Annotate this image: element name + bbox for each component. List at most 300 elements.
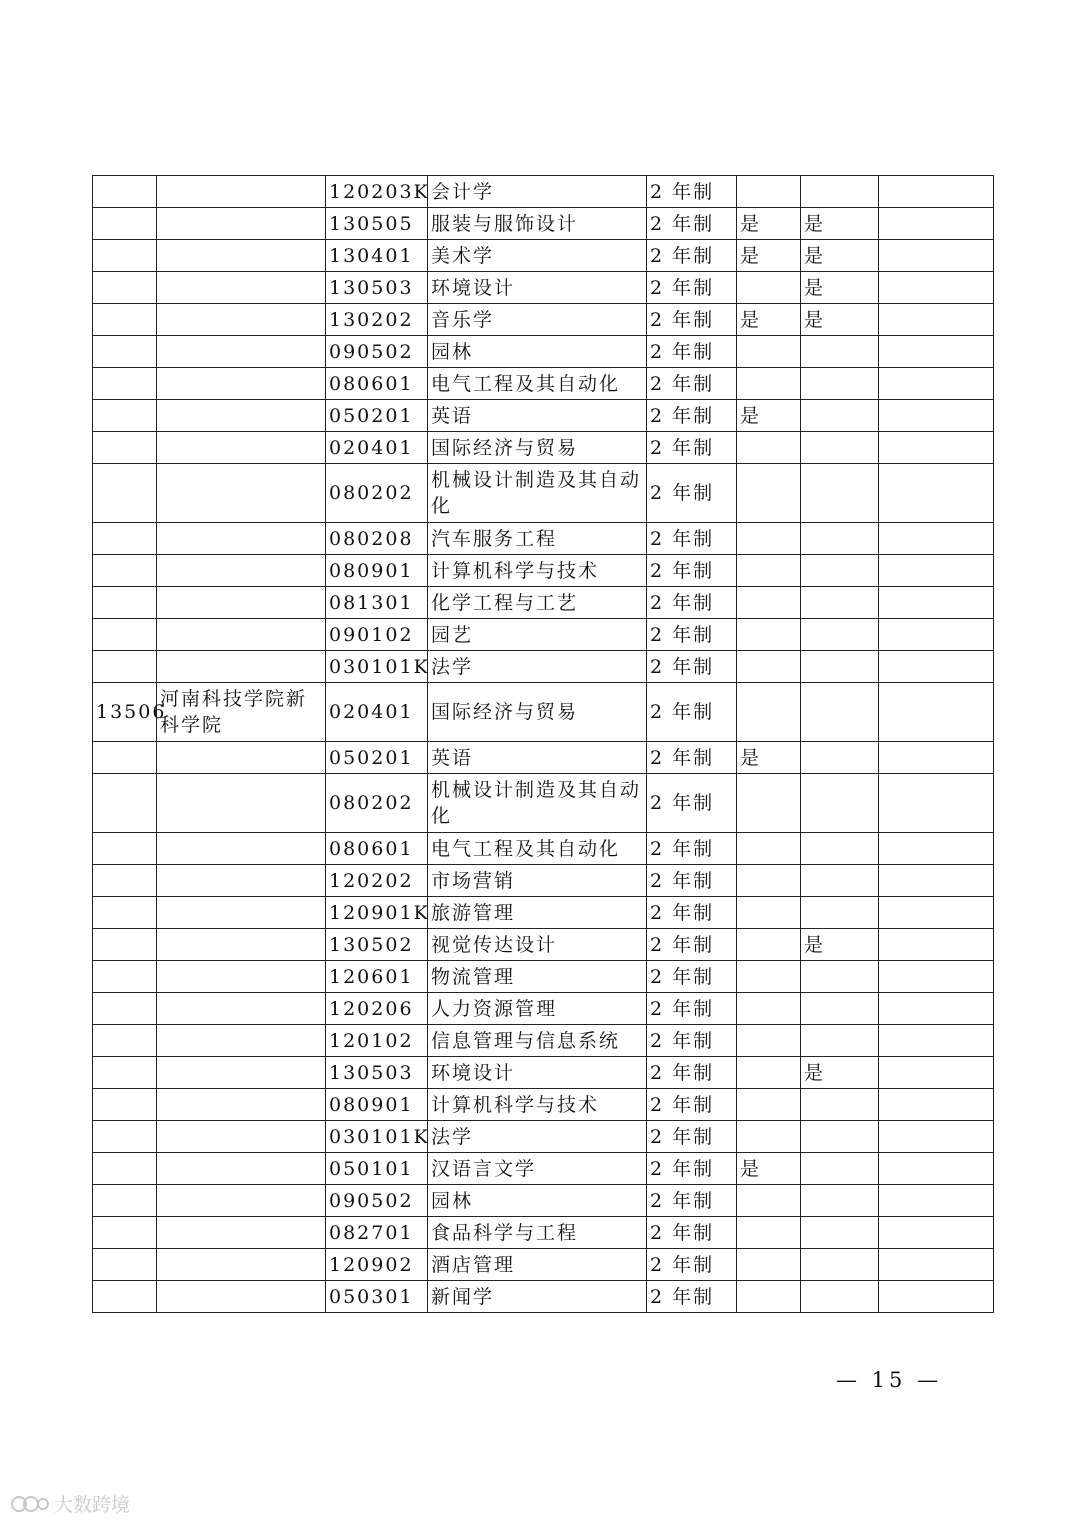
major-code-cell: 120102 [326, 1025, 428, 1057]
major-name-cell: 环境设计 [428, 272, 647, 304]
major-name-cell: 园林 [428, 336, 647, 368]
table-row [93, 1217, 994, 1249]
flag-2-cell [801, 464, 879, 523]
school-name-cell [157, 1121, 326, 1153]
flag-2-cell [801, 1281, 879, 1313]
empty-cell [879, 961, 994, 993]
duration-cell: 2 年制 [647, 555, 737, 587]
major-name-cell: 视觉传达设计 [428, 929, 647, 961]
major-code-cell: 030101K [326, 1121, 428, 1153]
empty-cell [879, 993, 994, 1025]
major-code-cell: 080901 [326, 1089, 428, 1121]
flag-2-cell [801, 993, 879, 1025]
flag-2-cell [801, 683, 879, 742]
flag-2-cell [801, 1153, 879, 1185]
flag-2-cell [801, 833, 879, 865]
major-code-cell: 081301 [326, 587, 428, 619]
empty-cell [879, 619, 994, 651]
table-row [93, 523, 994, 555]
school-code-cell [93, 1089, 157, 1121]
school-name-cell [157, 523, 326, 555]
table-row [93, 208, 994, 240]
flag-2-cell [801, 774, 879, 833]
duration-cell: 2 年制 [647, 432, 737, 464]
school-code-cell [93, 587, 157, 619]
flag-2-cell: 是 [801, 1057, 879, 1089]
table-row [93, 368, 994, 400]
major-name-cell: 汉语言文学 [428, 1153, 647, 1185]
table-row [93, 1281, 994, 1313]
flag-2-cell [801, 619, 879, 651]
duration-cell: 2 年制 [647, 897, 737, 929]
table-row [93, 1249, 994, 1281]
major-code-cell: 120901K [326, 897, 428, 929]
major-code-cell: 090102 [326, 619, 428, 651]
flag-1-cell [737, 897, 801, 929]
school-name-cell [157, 742, 326, 774]
school-name-cell [157, 208, 326, 240]
school-name-cell [157, 1089, 326, 1121]
major-code-cell: 050201 [326, 400, 428, 432]
table-row [93, 1185, 994, 1217]
school-code-cell [93, 865, 157, 897]
school-name-cell [157, 1057, 326, 1089]
school-name-cell [157, 897, 326, 929]
duration-cell: 2 年制 [647, 1281, 737, 1313]
duration-cell: 2 年制 [647, 651, 737, 683]
major-name-cell: 音乐学 [428, 304, 647, 336]
duration-cell: 2 年制 [647, 1185, 737, 1217]
empty-cell [879, 897, 994, 929]
empty-cell [879, 774, 994, 833]
flag-1-cell [737, 555, 801, 587]
school-name-cell [157, 929, 326, 961]
school-name-cell [157, 432, 326, 464]
flag-2-cell [801, 865, 879, 897]
major-name-cell: 机械设计制造及其自动化 [428, 774, 647, 833]
school-name-cell [157, 1153, 326, 1185]
table-row [93, 865, 994, 897]
school-code-cell [93, 176, 157, 208]
major-name-cell: 物流管理 [428, 961, 647, 993]
duration-cell: 2 年制 [647, 587, 737, 619]
duration-cell: 2 年制 [647, 1057, 737, 1089]
duration-cell: 2 年制 [647, 1121, 737, 1153]
school-name-cell [157, 1025, 326, 1057]
flag-1-cell [737, 619, 801, 651]
duration-cell: 2 年制 [647, 464, 737, 523]
empty-cell [879, 1089, 994, 1121]
school-name-cell [157, 961, 326, 993]
flag-1-cell [737, 464, 801, 523]
school-code-cell [93, 208, 157, 240]
duration-cell: 2 年制 [647, 961, 737, 993]
major-name-cell: 化学工程与工艺 [428, 587, 647, 619]
flag-2-cell [801, 368, 879, 400]
flag-2-cell: 是 [801, 272, 879, 304]
major-name-cell: 国际经济与贸易 [428, 683, 647, 742]
table-row [93, 432, 994, 464]
flag-2-cell [801, 1217, 879, 1249]
school-code-cell [93, 336, 157, 368]
school-code-cell [93, 240, 157, 272]
duration-cell: 2 年制 [647, 1025, 737, 1057]
major-code-cell: 120902 [326, 1249, 428, 1281]
table-row [93, 993, 994, 1025]
school-name-cell [157, 555, 326, 587]
flag-2-cell [801, 897, 879, 929]
flag-1-cell [737, 176, 801, 208]
table-row [93, 1025, 994, 1057]
empty-cell [879, 1281, 994, 1313]
flag-1-cell: 是 [737, 304, 801, 336]
flag-2-cell: 是 [801, 929, 879, 961]
major-code-cell: 020401 [326, 432, 428, 464]
flag-1-cell [737, 1025, 801, 1057]
flag-2-cell [801, 961, 879, 993]
empty-cell [879, 523, 994, 555]
duration-cell: 2 年制 [647, 240, 737, 272]
major-code-cell: 120206 [326, 993, 428, 1025]
table-row [93, 555, 994, 587]
school-code-cell: 13506 [93, 683, 157, 742]
flag-2-cell [801, 555, 879, 587]
flag-2-cell [801, 336, 879, 368]
duration-cell: 2 年制 [647, 1153, 737, 1185]
school-code-cell [93, 1153, 157, 1185]
duration-cell: 2 年制 [647, 368, 737, 400]
major-name-cell: 酒店管理 [428, 1249, 647, 1281]
flag-1-cell [737, 1281, 801, 1313]
empty-cell [879, 1121, 994, 1153]
school-code-cell [93, 833, 157, 865]
empty-cell [879, 1025, 994, 1057]
table-row [93, 400, 994, 432]
empty-cell [879, 742, 994, 774]
major-code-cell: 082701 [326, 1217, 428, 1249]
flag-1-cell [737, 993, 801, 1025]
major-name-cell: 人力资源管理 [428, 993, 647, 1025]
watermark-text: 大数跨境 [54, 1494, 131, 1516]
major-name-cell: 市场营销 [428, 865, 647, 897]
school-code-cell [93, 1281, 157, 1313]
flag-1-cell [737, 651, 801, 683]
flag-1-cell [737, 368, 801, 400]
flag-2-cell [801, 176, 879, 208]
duration-cell: 2 年制 [647, 619, 737, 651]
school-name-cell [157, 993, 326, 1025]
major-name-cell: 电气工程及其自动化 [428, 368, 647, 400]
school-name-cell [157, 400, 326, 432]
flag-1-cell: 是 [737, 1153, 801, 1185]
flag-1-cell [737, 961, 801, 993]
flag-1-cell [737, 865, 801, 897]
school-name-cell [157, 833, 326, 865]
empty-cell [879, 683, 994, 742]
flag-1-cell: 是 [737, 208, 801, 240]
table-row [93, 897, 994, 929]
major-name-cell: 计算机科学与技术 [428, 1089, 647, 1121]
empty-cell [879, 587, 994, 619]
school-code-cell [93, 929, 157, 961]
majors-table [92, 175, 994, 1313]
duration-cell: 2 年制 [647, 336, 737, 368]
duration-cell: 2 年制 [647, 1089, 737, 1121]
table-row [93, 833, 994, 865]
empty-cell [879, 368, 994, 400]
flag-1-cell [737, 833, 801, 865]
major-code-cell: 080202 [326, 774, 428, 833]
major-code-cell: 130503 [326, 272, 428, 304]
flag-2-cell: 是 [801, 240, 879, 272]
major-code-cell: 050301 [326, 1281, 428, 1313]
flag-2-cell [801, 1089, 879, 1121]
major-name-cell: 服装与服饰设计 [428, 208, 647, 240]
empty-cell [879, 1153, 994, 1185]
major-name-cell: 环境设计 [428, 1057, 647, 1089]
school-code-cell [93, 619, 157, 651]
school-code-cell [93, 1025, 157, 1057]
school-code-cell [93, 1121, 157, 1153]
empty-cell [879, 833, 994, 865]
major-name-cell: 园林 [428, 1185, 647, 1217]
duration-cell: 2 年制 [647, 865, 737, 897]
flag-1-cell [737, 1089, 801, 1121]
major-name-cell: 会计学 [428, 176, 647, 208]
major-code-cell: 130202 [326, 304, 428, 336]
table-row [93, 240, 994, 272]
major-code-cell: 020401 [326, 683, 428, 742]
duration-cell: 2 年制 [647, 833, 737, 865]
major-name-cell: 食品科学与工程 [428, 1217, 647, 1249]
school-code-cell [93, 432, 157, 464]
school-code-cell [93, 523, 157, 555]
table-row [93, 1153, 994, 1185]
school-name-cell [157, 240, 326, 272]
major-code-cell: 120202 [326, 865, 428, 897]
school-code-cell [93, 368, 157, 400]
flag-1-cell [737, 683, 801, 742]
major-code-cell: 090502 [326, 336, 428, 368]
flag-1-cell [737, 587, 801, 619]
school-code-cell [93, 272, 157, 304]
school-code-cell [93, 464, 157, 523]
school-name-cell [157, 619, 326, 651]
flag-1-cell [737, 1057, 801, 1089]
table-row [93, 272, 994, 304]
school-name-cell [157, 1185, 326, 1217]
duration-cell: 2 年制 [647, 774, 737, 833]
major-code-cell: 080901 [326, 555, 428, 587]
major-name-cell: 国际经济与贸易 [428, 432, 647, 464]
flag-1-cell [737, 929, 801, 961]
major-code-cell: 050101 [326, 1153, 428, 1185]
duration-cell: 2 年制 [647, 683, 737, 742]
school-name-cell [157, 1217, 326, 1249]
flag-2-cell [801, 400, 879, 432]
flag-1-cell [737, 774, 801, 833]
school-code-cell [93, 742, 157, 774]
table-row [93, 176, 994, 208]
major-name-cell: 法学 [428, 1121, 647, 1153]
major-code-cell: 080202 [326, 464, 428, 523]
flag-2-cell [801, 1121, 879, 1153]
table-row [93, 1057, 994, 1089]
major-code-cell: 130401 [326, 240, 428, 272]
empty-cell [879, 240, 994, 272]
major-code-cell: 030101K [326, 651, 428, 683]
major-name-cell: 计算机科学与技术 [428, 555, 647, 587]
major-name-cell: 电气工程及其自动化 [428, 833, 647, 865]
table-row [93, 742, 994, 774]
school-code-cell [93, 993, 157, 1025]
major-name-cell: 园艺 [428, 619, 647, 651]
major-name-cell: 法学 [428, 651, 647, 683]
page-number: — 15 — [836, 1368, 943, 1392]
empty-cell [879, 304, 994, 336]
flag-2-cell [801, 742, 879, 774]
table-row [93, 961, 994, 993]
major-code-cell: 080208 [326, 523, 428, 555]
school-name-cell [157, 587, 326, 619]
school-code-cell [93, 897, 157, 929]
school-code-cell [93, 1185, 157, 1217]
duration-cell: 2 年制 [647, 272, 737, 304]
table-row [93, 683, 994, 742]
school-name-cell [157, 865, 326, 897]
flag-1-cell [737, 1249, 801, 1281]
school-name-cell [157, 464, 326, 523]
major-code-cell: 050201 [326, 742, 428, 774]
flag-1-cell [737, 523, 801, 555]
table-row [93, 929, 994, 961]
table-row [93, 651, 994, 683]
major-code-cell: 130502 [326, 929, 428, 961]
flag-2-cell [801, 432, 879, 464]
flag-1-cell [737, 1121, 801, 1153]
flag-2-cell [801, 523, 879, 555]
flag-2-cell [801, 1185, 879, 1217]
school-name-cell [157, 272, 326, 304]
flag-2-cell: 是 [801, 208, 879, 240]
empty-cell [879, 336, 994, 368]
duration-cell: 2 年制 [647, 176, 737, 208]
table-row [93, 1121, 994, 1153]
major-code-cell: 130503 [326, 1057, 428, 1089]
empty-cell [879, 272, 994, 304]
flag-2-cell: 是 [801, 304, 879, 336]
major-code-cell: 080601 [326, 833, 428, 865]
empty-cell [879, 1249, 994, 1281]
empty-cell [879, 865, 994, 897]
table-row [93, 304, 994, 336]
flag-1-cell: 是 [737, 742, 801, 774]
flag-1-cell: 是 [737, 240, 801, 272]
school-name-cell [157, 336, 326, 368]
flag-1-cell: 是 [737, 400, 801, 432]
flag-1-cell [737, 272, 801, 304]
flag-1-cell [737, 336, 801, 368]
major-code-cell: 090502 [326, 1185, 428, 1217]
table-row [93, 336, 994, 368]
major-name-cell: 英语 [428, 742, 647, 774]
table-row [93, 464, 994, 523]
school-name-cell [157, 651, 326, 683]
school-name-cell [157, 1281, 326, 1313]
duration-cell: 2 年制 [647, 304, 737, 336]
major-name-cell: 机械设计制造及其自动化 [428, 464, 647, 523]
school-code-cell [93, 1057, 157, 1089]
school-code-cell [93, 961, 157, 993]
empty-cell [879, 432, 994, 464]
school-code-cell [93, 1217, 157, 1249]
school-name-cell [157, 368, 326, 400]
watermark-logo-icon [10, 1493, 50, 1515]
major-code-cell: 080601 [326, 368, 428, 400]
school-code-cell [93, 304, 157, 336]
major-code-cell: 120601 [326, 961, 428, 993]
empty-cell [879, 1185, 994, 1217]
empty-cell [879, 176, 994, 208]
major-name-cell: 信息管理与信息系统 [428, 1025, 647, 1057]
school-name-cell [157, 1249, 326, 1281]
school-name-cell: 河南科技学院新科学院 [157, 683, 326, 742]
school-code-cell [93, 774, 157, 833]
school-name-cell [157, 774, 326, 833]
duration-cell: 2 年制 [647, 1249, 737, 1281]
major-name-cell: 新闻学 [428, 1281, 647, 1313]
duration-cell: 2 年制 [647, 929, 737, 961]
major-name-cell: 英语 [428, 400, 647, 432]
flag-1-cell [737, 1217, 801, 1249]
empty-cell [879, 1057, 994, 1089]
major-code-cell: 120203K [326, 176, 428, 208]
flag-2-cell [801, 1249, 879, 1281]
school-code-cell [93, 651, 157, 683]
school-code-cell [93, 1249, 157, 1281]
major-code-cell: 130505 [326, 208, 428, 240]
duration-cell: 2 年制 [647, 523, 737, 555]
flag-1-cell [737, 432, 801, 464]
duration-cell: 2 年制 [647, 742, 737, 774]
duration-cell: 2 年制 [647, 400, 737, 432]
flag-2-cell [801, 651, 879, 683]
empty-cell [879, 208, 994, 240]
major-name-cell: 汽车服务工程 [428, 523, 647, 555]
empty-cell [879, 400, 994, 432]
table-row [93, 1089, 994, 1121]
duration-cell: 2 年制 [647, 1217, 737, 1249]
school-name-cell [157, 176, 326, 208]
table-row [93, 587, 994, 619]
duration-cell: 2 年制 [647, 208, 737, 240]
flag-2-cell [801, 1025, 879, 1057]
school-name-cell [157, 304, 326, 336]
empty-cell [879, 929, 994, 961]
empty-cell [879, 464, 994, 523]
duration-cell: 2 年制 [647, 993, 737, 1025]
flag-2-cell [801, 587, 879, 619]
major-name-cell: 旅游管理 [428, 897, 647, 929]
major-name-cell: 美术学 [428, 240, 647, 272]
empty-cell [879, 651, 994, 683]
watermark [10, 1490, 130, 1517]
school-code-cell [93, 555, 157, 587]
empty-cell [879, 555, 994, 587]
flag-1-cell [737, 1185, 801, 1217]
table-row [93, 774, 994, 833]
school-code-cell [93, 400, 157, 432]
